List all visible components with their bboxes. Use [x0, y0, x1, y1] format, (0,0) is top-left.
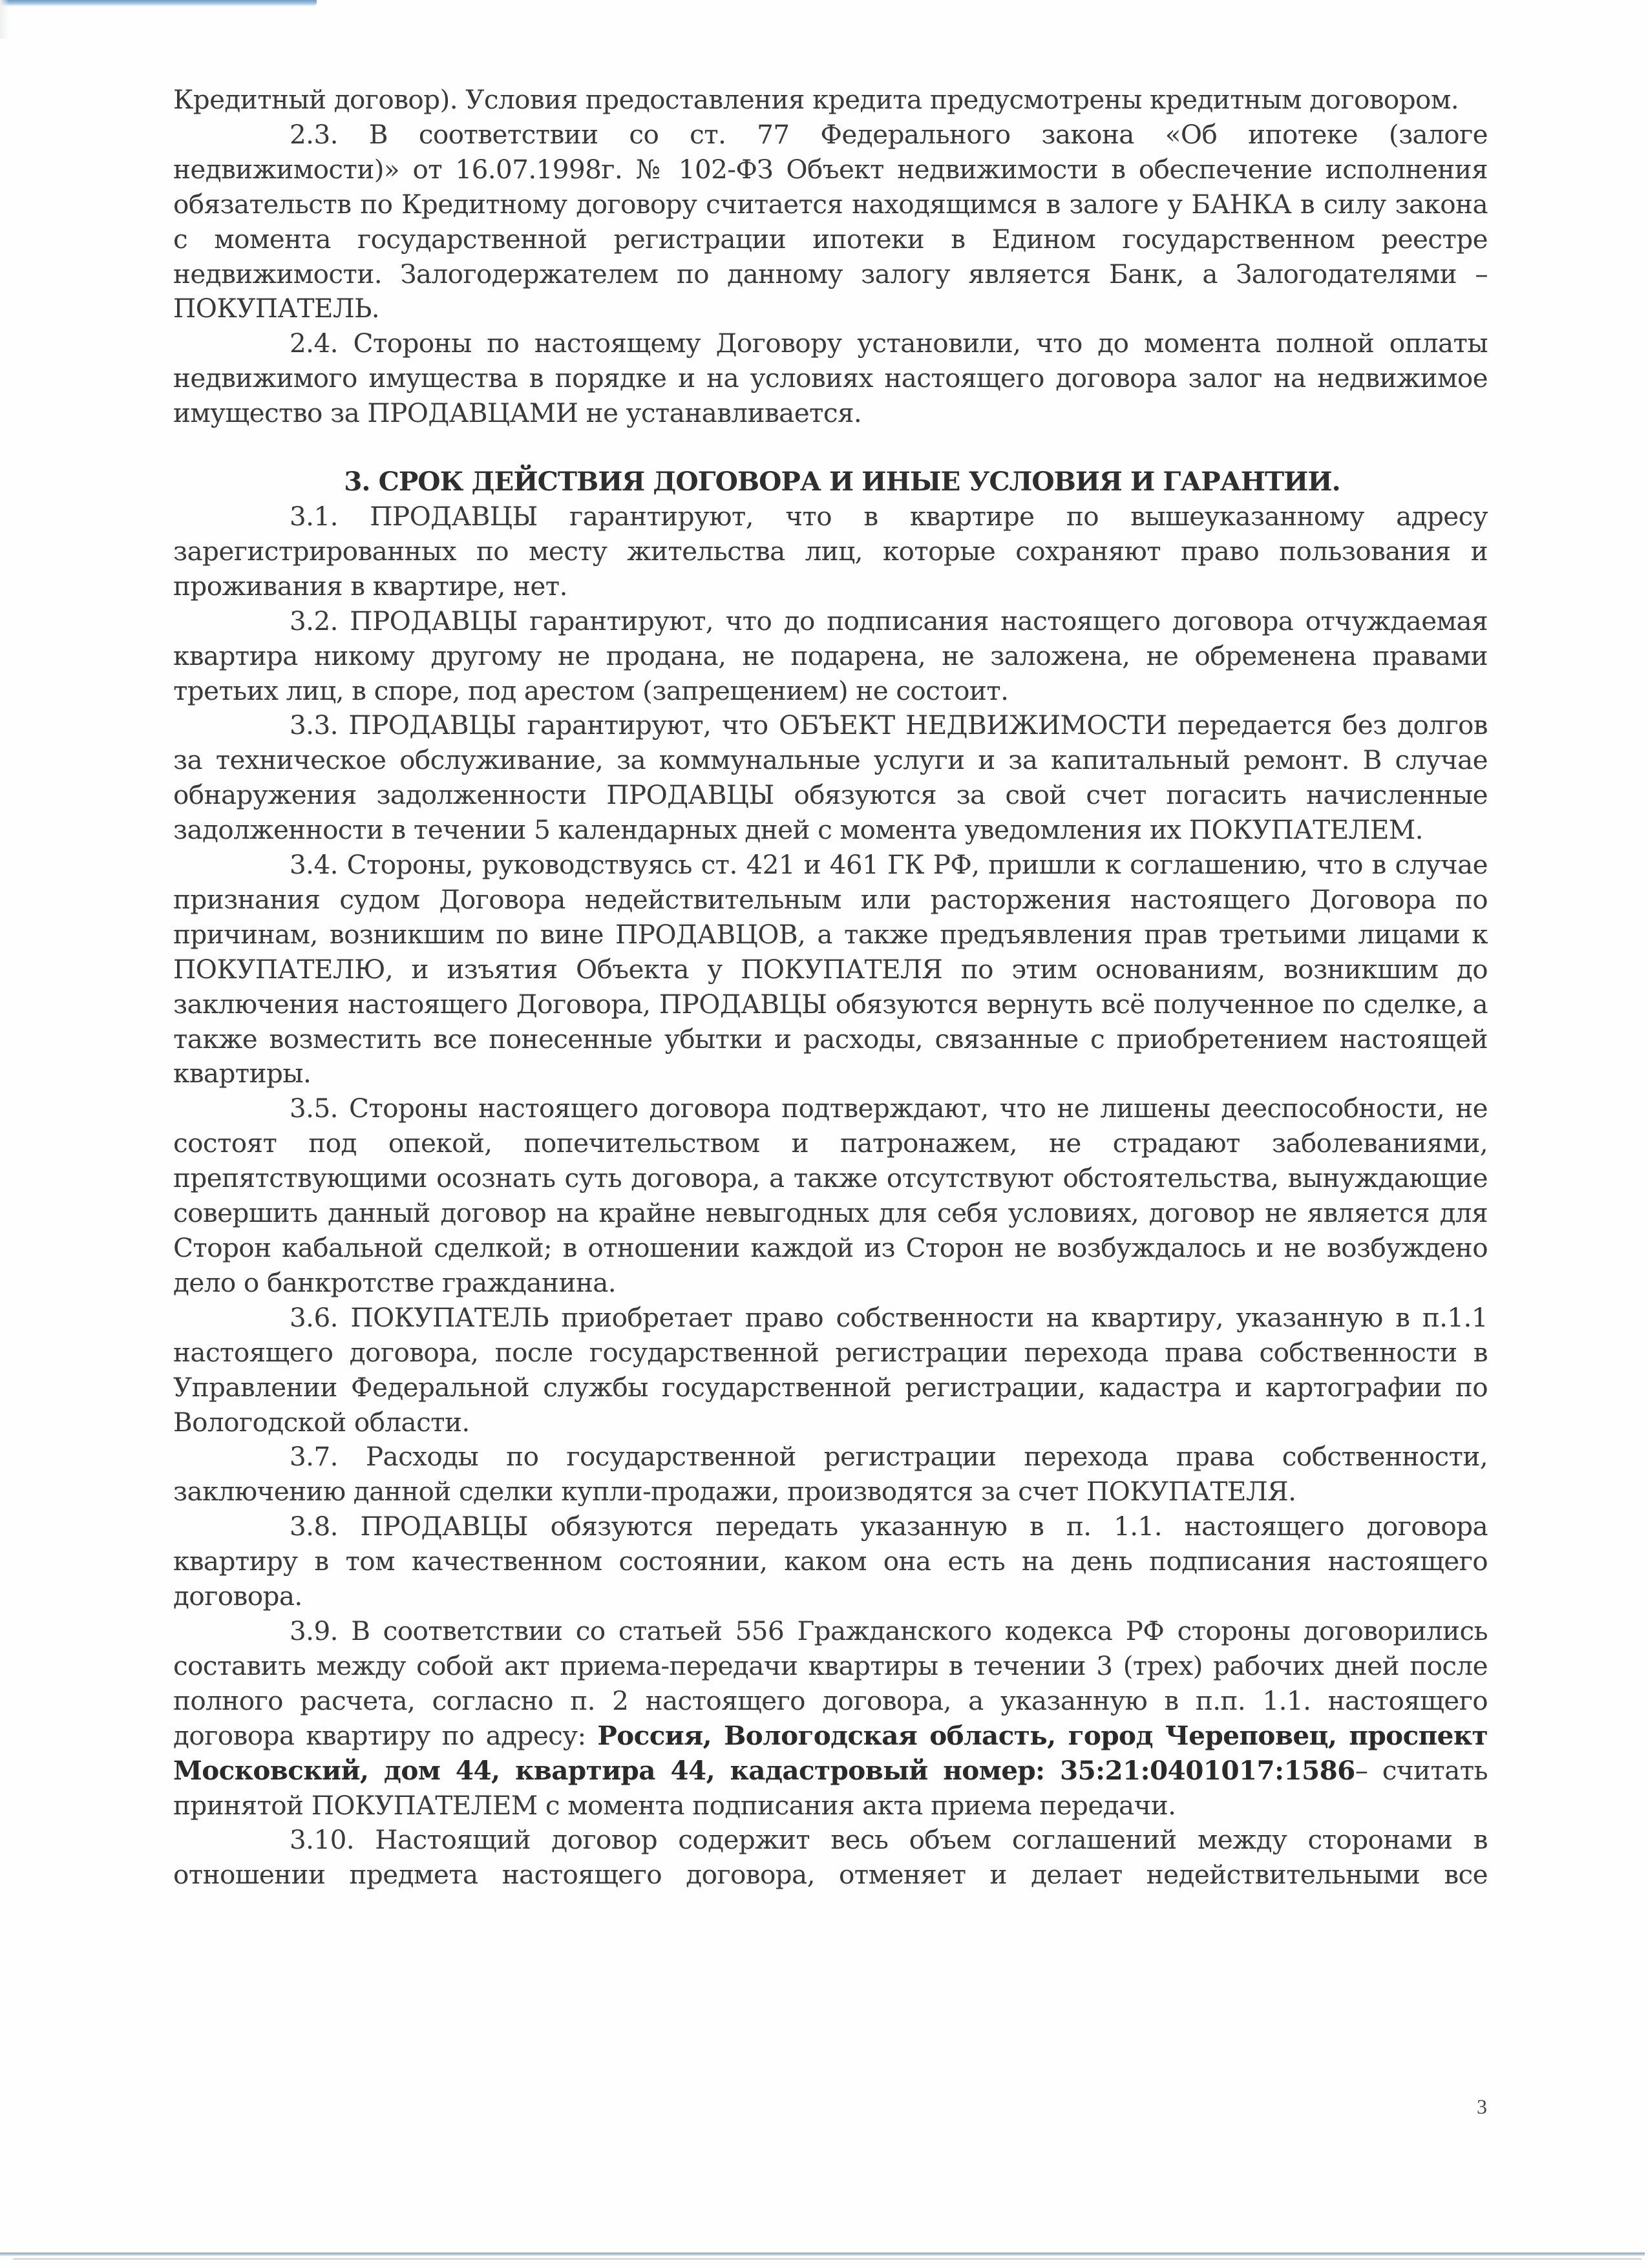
intro-continuation-paragraph: Кредитный договор). Условия предоставления кредита предусмотрены кредитным договором. [173, 84, 1459, 115]
clause-number: 2.3. [290, 118, 338, 150]
clause-number: 3.8. [290, 1511, 338, 1542]
clause-text: ПРОДАВЦЫ гарантируют, что ОБЪЕКТ НЕДВИЖИМОСТИ передается без долгов за техническое обслуживание, за коммунальные услуги и за капитальный ремонт. В случае обнаружения задолженности ПРОДАВЦЫ обязуются за свой счет погасить начисленные задолженности в течении 5 календарных дней с момента уведомления их ПОКУПАТЕЛЕМ. [173, 709, 1488, 846]
clause-text: ПРОДАВЦЫ обязуются передать указанную в п. 1.1. настоящего договора квартиру в том качественном состоянии, каком она есть на день подписания настоящего договора. [173, 1511, 1488, 1612]
clause-text: В соответствии со статьей 556 Гражданского кодекса РФ стороны договорились составить между собой акт приема-передачи квартиры в течении 3 (трех) рабочих дней после полного расчета, согласно п. 2 настоящего договора, а указанную в п.п. 1.1. настоящего договора квартиру по адресу: [173, 1615, 1488, 1751]
clause-3-10 [173, 1823, 1488, 1893]
scan-edge-left-shade [0, 0, 9, 39]
clause-number: 2.4. [290, 328, 338, 359]
clause-number: 3.2. [290, 605, 338, 636]
clause-2-4 [173, 326, 1488, 431]
clause-text: ПРОДАВЦЫ гарантируют, что до подписания настоящего договора отчуждаемая квартира никому другому не продана, не подарена, не заложена, не обременена правами третьих лиц, в споре, под арестом (запрещением) не состоит. [173, 605, 1488, 706]
page-number: 3 [1477, 2095, 1487, 2118]
scan-edge-bottom [0, 2252, 1645, 2256]
clause-number: 3.6. [290, 1301, 338, 1333]
clause-number: 3.3. [290, 709, 338, 741]
clause-3-5 [173, 1091, 1488, 1300]
clause-number: 3.10. [290, 1824, 355, 1856]
clause-3-7 [173, 1440, 1488, 1509]
clause-number: 3.9. [290, 1615, 338, 1646]
clause-3-8 [173, 1509, 1488, 1614]
clause-text: ПРОДАВЦЫ гарантируют, что в квартире по вышеуказанному адресу зарегистрированных по месту жительства лиц, которые сохраняют право пользования и проживания в квартире, нет. [173, 500, 1488, 602]
clause-text: Расходы по государственной регистрации перехода права собственности, заключению данной сделки купли-продажи, производятся за счет ПОКУПАТЕЛЯ. [173, 1441, 1488, 1507]
clause-text: Стороны по настоящему Договору установили, что до момента полной оплаты недвижимого имущества в порядке и на условиях настоящего договора залог на недвижимое имущество за ПРОДАВЦАМИ не устанавливается. [173, 328, 1488, 429]
scan-edge-bottom-line [13, 2258, 1642, 2260]
section-3-heading: 3. СРОК ДЕЙСТВИЯ ДОГОВОРА И ИНЫЕ УСЛОВИЯ И ГАРАНТИИ. [344, 466, 1340, 498]
clause-3-4 [173, 848, 1488, 1091]
clause-text: Стороны, руководствуясь ст. 421 и 461 ГК РФ, пришли к соглашению, что в случае признания судом Договора недействительным или расторжения настоящего Договора по причинам, возникшим по вине ПРОДАВЦОВ, а также предъявления прав третьими лицами к ПОКУПАТЕЛЮ, и изъятия Объекта у ПОКУПАТЕЛЯ по этим основаниям, возникшим до заключения настоящего Договора, ПРОДАВЦЫ обязуются вернуть всё полученное по сделке, а также возместить все понесенные убытки и расходы, связанные с приобретением настоящей квартиры. [173, 849, 1488, 1089]
clause-text: ПОКУПАТЕЛЬ приобретает право собственности на квартиру, указанную в п.1.1 настоящего договора, после государственной регистрации перехода права собственности в Управлении Федеральной службы государственной регистрации, кадастра и картографии по Вологодской области. [173, 1301, 1488, 1438]
clause-number: 3.5. [290, 1093, 338, 1124]
clause-number: 3.7. [290, 1441, 338, 1473]
clause-3-6 [173, 1301, 1488, 1440]
clause-3-9 [173, 1614, 1488, 1823]
scan-edge-top [0, 0, 317, 6]
property-address: Россия, Вологодская область, город Череповец, проспект Московский, дом 44, квартира 44, кадастровый номер: 35:21:0401017:1586 [173, 1719, 1488, 1786]
clause-text-end: – считать принятой ПОКУПАТЕЛЕМ с момента подписания акта приема передачи. [173, 1754, 1488, 1821]
clause-text: Настоящий договор содержит весь объем соглашений между сторонами в отношении предмета настоящего договора, отменяет и делает недействительными все [173, 1824, 1488, 1891]
clause-text: Стороны настоящего договора подтверждают, что не лишены дееспособности, не состоят под опекой, попечительством и патронажем, не страдают заболеваниями, препятствующими осознать суть договора, а также отсутствуют обстоятельства, вынуждающие совершить данный договор на крайне невыгодных для себя условиях, договор не является для Сторон кабальной сделкой; в отношении каждой из Сторон не возбуждалось и не возбуждено дело о банкротстве гражданина. [173, 1093, 1488, 1298]
clause-number: 3.4. [290, 849, 338, 881]
clause-number: 3.1. [290, 500, 338, 532]
clause-3-1 [173, 499, 1488, 604]
clause-3-3 [173, 708, 1488, 848]
document-page [173, 83, 1488, 1893]
clause-text: В соответствии со ст. 77 Федерального закона «Об ипотеке (залоге недвижимости)» от 16.07.1998г. № 102-ФЗ Объект недвижимости в обеспечение исполнения обязательств по Кредитному договору считается находящимся в залоге у БАНКА в силу закона с момента государственной регистрации ипотеки в Едином государственном реестре недвижимости. Залогодержателем по данному залогу является Банк, а Залогодателями – ПОКУПАТЕЛЬ. [173, 118, 1488, 324]
clause-3-2 [173, 604, 1488, 709]
clause-2-3 [173, 118, 1488, 326]
